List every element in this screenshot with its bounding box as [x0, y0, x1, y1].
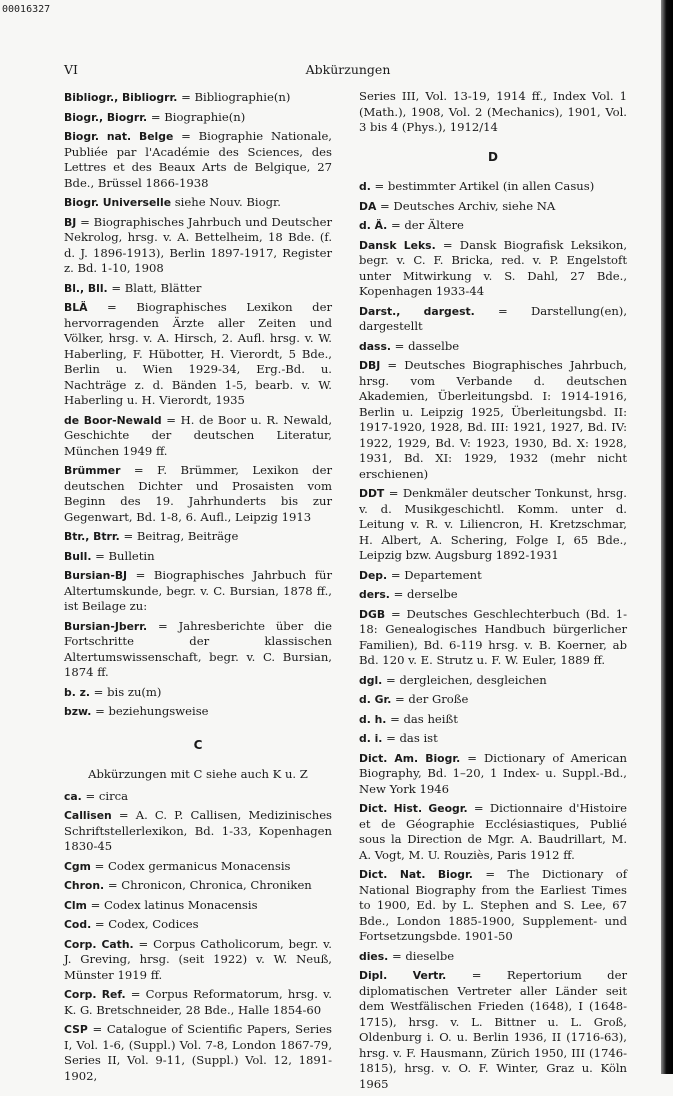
dictionary-entry	[64, 413, 332, 460]
dictionary-entry	[359, 731, 627, 747]
dictionary-entry	[359, 568, 627, 584]
entry-definition: = derselbe	[393, 587, 458, 601]
entry-definition: = Deutsches Biographisches Jahrbuch, hrsg. vom Verbande d. deutschen Akademien, Überleitungsbd. I: 1914-1916, Berlin u. Leipzig 1925, Überleitungsbd. II: 1917-1920, 1928, Bd. III: 1921, 1927, Bd. IV: 1922, 1929, Bd. V: 1923, 1930, Bd. X: 1928, 1931, Bd. XI: 1929, 1932 (mehr nicht erschienen)	[359, 358, 627, 481]
dictionary-entry	[64, 110, 332, 126]
entry-abbreviation: DDT	[359, 487, 385, 500]
entry-definition: = Jahresberichte über die Fortschritte der klassischen Altertumswissenschaft, begr. v. C. Bursian, 1874 ff.	[64, 618, 332, 679]
entry-definition: = das heißt	[390, 711, 458, 726]
entry-abbreviation: BLÄ	[64, 301, 88, 314]
dictionary-entry	[64, 685, 332, 701]
entry-abbreviation: Corp. Ref.	[64, 988, 126, 1001]
dictionary-entry	[64, 90, 332, 106]
entry-definition: = Repertorium der diplomatischen Vertreter aller Länder seit dem Westfälischen Frieden (1648), I (1648-1715), hrsg. v. L. Bittner u. L. Groß, Oldenburg i. O. u. Berlin 1936, II (1716-63), hrsg. v. F. Hausmann, Zürich 1950, III (1746-1815), hrsg. v. O. F. Winter, Graz u. Köln 1965	[359, 968, 627, 1091]
entry-abbreviation: Bursian-Jberr.	[64, 619, 148, 633]
dictionary-entry	[359, 673, 627, 689]
entry-abbreviation: Brümmer	[64, 464, 121, 477]
entry-abbreviation: Bibliogr., Bibliogrr.	[64, 91, 178, 104]
entry-abbreviation: DBJ	[359, 359, 381, 372]
section-note-c: Abkürzungen mit C siehe auch K u. Z	[88, 767, 308, 781]
entry-abbreviation: Dict. Nat. Biogr.	[359, 868, 473, 881]
entry-abbreviation: Btr., Btrr.	[64, 530, 120, 543]
entry-abbreviation: bzw.	[64, 705, 92, 718]
dictionary-entry	[359, 304, 627, 335]
dictionary-entry	[64, 619, 332, 681]
entry-abbreviation: d. h.	[359, 712, 387, 726]
entry-abbreviation: ca.	[64, 789, 82, 803]
entry-abbreviation: Biogr., Biogrr.	[64, 110, 148, 124]
dictionary-entry	[64, 463, 332, 525]
dictionary-entry	[359, 199, 627, 215]
entry-abbreviation: Bull.	[64, 549, 92, 563]
dictionary-entry	[64, 898, 332, 914]
entries-group-d	[359, 179, 627, 1092]
dictionary-entry	[359, 867, 627, 945]
entry-abbreviation: dgl.	[359, 673, 383, 687]
entry-definition: = The Dictionary of National Biography from the Earliest Times to 1900, Ed. by L. Stephen and S. Lee, 67 Bde., London 1885-1900, Supplement- und Fortsetzungsbde. 1901-50	[359, 867, 627, 943]
dictionary-entry	[64, 859, 332, 875]
dictionary-entry	[64, 987, 332, 1018]
entry-abbreviation: BJ	[64, 215, 77, 229]
entry-abbreviation: dass.	[359, 339, 391, 353]
entry-definition: = Bulletin	[95, 548, 155, 563]
entry-abbreviation: ders.	[359, 588, 390, 601]
dictionary-entry	[359, 179, 627, 195]
book-spine-edge	[661, 0, 673, 1074]
entry-definition: = Darstellung(en), dargestellt	[359, 303, 628, 333]
entry-abbreviation: Biogr. nat. Belge	[64, 130, 174, 143]
entry-definition: = Catalogue of Scientific Papers, Series I, Vol. 1-6, (Suppl.) Vol. 7-8, London 1867-79, Series II, Vol. 9-11, (Suppl.) Vol. 12, 1891-1902,	[64, 1022, 332, 1083]
entry-definition: siehe Nouv. Biogr.	[174, 195, 281, 209]
entry-definition: = Biographisches Jahrbuch für Altertumskunde, begr. v. C. Bursian, 1878 ff., ist Beilage zu:	[64, 568, 333, 613]
entry-abbreviation: d.	[359, 180, 371, 193]
entry-definition: = Denkmäler deutscher Tonkunst, hrsg. v. d. Musikgeschichtl. Komm. unter d. Leitung v. R. v. Liliencron, H. Kretzschmar, H. Albert, A. Schering, Folge I, 65 Bde., Leipzig bzw. Augsburg 1892-1931	[359, 486, 627, 562]
entry-abbreviation: Darst., dargest.	[359, 304, 475, 318]
dictionary-entry	[64, 808, 332, 855]
dictionary-entry	[64, 281, 332, 297]
entry-abbreviation: Clm	[64, 898, 87, 912]
dictionary-entry	[359, 712, 627, 728]
entry-definition: = Codex, Codices	[94, 917, 199, 931]
entry-abbreviation: Cgm	[64, 859, 91, 873]
entry-definition: = Codex latinus Monacensis	[90, 897, 258, 912]
dictionary-entry	[64, 878, 332, 894]
dictionary-entry	[359, 339, 627, 355]
entry-abbreviation: Chron.	[64, 879, 105, 892]
dictionary-entry	[359, 486, 627, 564]
entry-definition: = Dansk Biografisk Leksikon, begr. v. C. F. Bricka, red. v. P. Engelstoft unter Mitwirkung v. S. Dahl, 27 Bde., Kopenhagen 1933-44	[359, 237, 627, 298]
dictionary-entry	[64, 704, 332, 720]
page-number: VI	[64, 62, 78, 77]
entry-abbreviation: d. Ä.	[359, 219, 388, 232]
entry-definition: = Biographie(n)	[150, 109, 246, 124]
entry-abbreviation: CSP	[64, 1023, 88, 1036]
entry-definition: = A. C. P. Callisen, Medizinisches Schriftstellerlexikon, Bd. 1-33, Kopenhagen 1830-45	[64, 808, 333, 853]
entry-definition: = dergleichen, desgleichen	[385, 672, 547, 687]
dictionary-entry	[64, 917, 332, 933]
entry-definition: = Chronicon, Chronica, Chroniken	[107, 878, 312, 892]
entry-definition: = der Ältere	[390, 218, 464, 232]
entry-definition: = Deutsches Archiv, siehe NA	[380, 198, 556, 213]
dictionary-entry	[64, 937, 332, 984]
entry-abbreviation: Corp. Cath.	[64, 937, 134, 951]
entry-definition: = Dictionary of American Biography, Bd. 1–20, 1 Index- u. Suppl.-Bd., New York 1946	[359, 750, 628, 796]
left-column	[64, 90, 332, 1088]
entry-abbreviation: Cod.	[64, 918, 92, 931]
dictionary-entry	[64, 215, 332, 277]
dictionary-entry	[64, 568, 332, 615]
entry-definition: = Biographie Nationale, Publiée par l'Académie des Sciences, des Lettres et des Beaux Arts de Belgique, 27 Bde., Brüssel 1866-1938	[64, 129, 332, 190]
entry-definition: = bestimmter Artikel (in allen Casus)	[374, 179, 595, 193]
entry-definition: = Blatt, Blätter	[111, 280, 202, 295]
dictionary-entry	[64, 529, 332, 545]
right-column	[359, 89, 627, 1096]
dictionary-entry	[359, 607, 627, 669]
entry-abbreviation: Dict. Am. Biogr.	[359, 751, 461, 765]
dictionary-entry	[359, 238, 627, 300]
continued-entry: Series III, Vol. 13-19, 1914 ff., Index Vol. 1 (Math.), 1908, Vol. 2 (Mechanics), 1901, Vol. 3 bis 4 (Phys.), 1912/14	[359, 89, 627, 134]
section-heading-c: C	[193, 737, 203, 752]
entries-group-c	[64, 789, 332, 1085]
entry-abbreviation: DA	[359, 199, 377, 213]
entry-definition: = H. de Boor u. R. Newald, Geschichte der deutschen Literatur, München 1949 ff.	[64, 412, 333, 458]
entry-abbreviation: b. z.	[64, 685, 90, 699]
entry-definition: = Dictionnaire d'Histoire et de Géographie Ecclésiastiques, Publié sous la Direction de Mgr. A. Baudrillart, M. A. Vogt, M. U. Rouziès, Paris 1912 ff.	[359, 801, 627, 862]
dictionary-entry	[64, 300, 332, 409]
entry-definition: = Bibliographie(n)	[181, 90, 291, 104]
dictionary-entry	[359, 968, 627, 1092]
entry-abbreviation: Dansk Leks.	[359, 238, 436, 252]
entry-definition: = Biographisches Jahrbuch und Deutscher Nekrolog, hrsg. v. A. Bettelheim, 18 Bde. (f. d. J. 1896-1913), Berlin 1897-1917, Register z. Bd. 1-10, 1908	[64, 214, 332, 275]
dictionary-entry	[359, 949, 627, 965]
entry-abbreviation: Bl., Bll.	[64, 281, 108, 295]
entries-group-b	[64, 90, 332, 720]
entry-definition: = Corpus Catholicorum, begr. v. J. Greving, hrsg. (seit 1922) v. W. Neuß, Münster 1919 ff.	[64, 936, 332, 982]
entry-abbreviation: d. Gr.	[359, 693, 392, 706]
entry-abbreviation: Callisen	[64, 809, 112, 822]
entry-abbreviation: Dict. Hist. Geogr.	[359, 802, 468, 815]
entry-definition: = circa	[85, 788, 129, 803]
entry-definition: = dieselbe	[391, 948, 455, 963]
entry-definition: = Beitrag, Beiträge	[123, 529, 239, 543]
entry-definition: = Corpus Reformatorum, hrsg. v. K. G. Bretschneider, 28 Bde., Halle 1854-60	[64, 987, 332, 1017]
dictionary-entry	[359, 751, 627, 798]
dictionary-entry	[64, 789, 332, 805]
entry-definition: = beziehungsweise	[95, 704, 209, 718]
entry-abbreviation: Dipl. Vertr.	[359, 969, 447, 982]
dictionary-entry	[359, 358, 627, 482]
dictionary-entry	[359, 801, 627, 863]
entry-definition: = Departement	[390, 567, 482, 582]
entry-abbreviation: dies.	[359, 949, 389, 963]
entry-abbreviation: Biogr. Universelle	[64, 196, 172, 209]
entry-abbreviation: de Boor-Newald	[64, 413, 162, 427]
dictionary-entry	[64, 129, 332, 191]
dictionary-entry	[359, 218, 627, 234]
page-title: Abkürzungen	[305, 62, 391, 77]
dictionary-entry	[64, 1022, 332, 1084]
entry-definition: = Biographisches Lexikon der hervorragenden Ärzte aller Zeiten und Völker, hrsg. v. A. Hirsch, 2. Aufl. hrsg. v. W. Haberling, F. Hübotter, H. Vierordt, 5 Bde., Berlin u. Wien 1929-34, Erg.-Bd. u. Nachträge z. d. Bänden 1-5, bearb. v. W. Haberling u. H. Vierordt, 1935	[64, 300, 332, 407]
entry-abbreviation: Bursian-BJ	[64, 569, 128, 582]
entry-definition: = bis zu(m)	[93, 684, 162, 699]
dictionary-entry	[64, 195, 332, 211]
section-heading-d: D	[488, 149, 498, 164]
scan-id: 00016327	[2, 4, 51, 15]
entry-abbreviation: DGB	[359, 607, 386, 621]
dictionary-entry	[64, 549, 332, 565]
dictionary-entry	[359, 692, 627, 708]
entry-abbreviation: d. i.	[359, 732, 383, 745]
entry-definition: = Deutsches Geschlechterbuch (Bd. 1-18: Genealogisches Handbuch bürgerlicher Familien), Bd. 6-119 hrsg. v. B. Koerner, ab Bd. 120 v. E. Strutz u. F. W. Euler, 1889 ff.	[359, 606, 628, 667]
entry-definition: = das ist	[386, 731, 438, 745]
entry-definition: = F. Brümmer, Lexikon der deutschen Dichter und Prosaisten vom Beginn des 19. Jahrhunderts bis zur Gegenwart, Bd. 1-8, 6. Aufl., Leipzig 1913	[64, 463, 333, 524]
dictionary-entry	[359, 587, 627, 603]
entry-definition: = dasselbe	[394, 338, 460, 353]
entry-definition: = Codex germanicus Monacensis	[94, 858, 291, 873]
entry-definition: = der Große	[395, 692, 469, 706]
entry-abbreviation: Dep.	[359, 568, 388, 582]
